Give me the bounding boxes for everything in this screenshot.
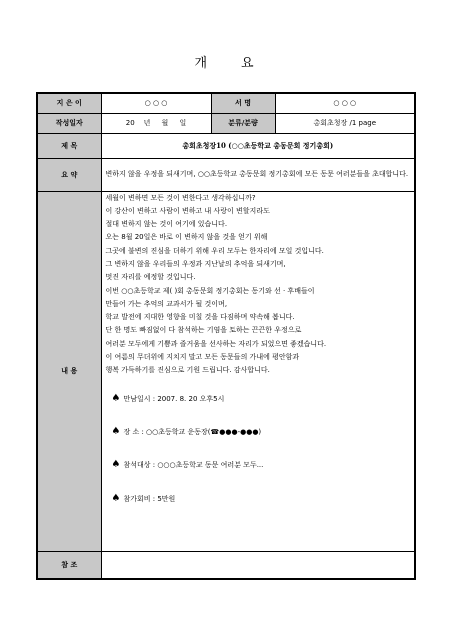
- spade-icon: ♠: [111, 425, 121, 437]
- title-char-1: 개: [194, 56, 209, 71]
- detail-text: 장 소 : ○○초등학교 운동장(☎●●●-●●●): [123, 427, 262, 436]
- content-line: 여러분 모두에게 기쁨과 즐거움을 선사하는 자리가 되었으면 좋겠습니다.: [105, 339, 327, 348]
- author-value: ○ ○ ○: [101, 93, 211, 113]
- content-line: 멋진 자리를 예정할 것입니다.: [105, 273, 196, 282]
- content-line: 행복 가득하기를 진심으로 기원 드립니다. 감사합니다.: [105, 366, 270, 375]
- content-line: 이번 ○○초등학교 제( )회 총동문회 정기총회는 동기와 선 · 후배들이: [105, 286, 315, 295]
- overview-form-table: [36, 92, 416, 580]
- detail-item-attendees: [112, 458, 411, 472]
- row-reference: [37, 551, 415, 579]
- content-body: [101, 191, 415, 551]
- date-value: [101, 113, 211, 133]
- row-summary: [37, 158, 415, 191]
- date-year: 20: [125, 119, 135, 127]
- content-line: 학교 발전에 지대한 영향을 미칠 것을 다짐하며 약속해 봅니다.: [105, 313, 295, 322]
- detail-item-fee: [112, 492, 411, 506]
- content-line: 절대 변하지 않는 것이 여기에 있습니다.: [105, 220, 228, 229]
- content-lines: [106, 192, 411, 378]
- sign-label: 서 명: [211, 93, 275, 113]
- spade-icon: ♠: [111, 492, 121, 504]
- row-author: [37, 93, 415, 113]
- summary-value: 변하지 않을 우정을 되새기며, ○○초등학교 총동문회 정기총회에 모든 동문 여러분들을 초대합니다.: [101, 158, 415, 191]
- content-line: 이 강산이 변하고 사람이 변하고 내 사랑이 변할지라도: [105, 206, 270, 215]
- summary-label: 요 약: [37, 158, 101, 191]
- detail-item-place: [112, 425, 411, 439]
- subject-label: 제 목: [37, 133, 101, 158]
- date-year-unit: 년: [143, 119, 151, 127]
- content-line: 그곳에 불변의 진심을 더하기 위해 우리 모두는 한자리에 모일 것입니다.: [105, 246, 324, 255]
- document-title: [0, 52, 450, 71]
- subject-value: 총회초청장10 (○○초등학교 총동문회 정기총회): [101, 133, 415, 158]
- event-details: [106, 392, 411, 506]
- content-line: 단 한 명도 빠짐없이 다 참석하는 기염을 토하는 끈끈한 우정으로: [105, 326, 302, 335]
- detail-text: 참석대상 : ○○○초등학교 동문 여러분 모두...: [123, 461, 264, 470]
- spade-icon: ♠: [111, 392, 121, 404]
- content-line: 오는 8월 20일은 바로 이 변하지 않을 것을 얻기 위해: [105, 233, 268, 242]
- row-date: [37, 113, 415, 133]
- reference-label: 참 조: [37, 551, 101, 579]
- detail-text: 만남일시 : 2007. 8. 20 오후5시: [123, 394, 225, 403]
- content-line: 만들어 가는 추억의 교과서가 될 것이며,: [105, 299, 228, 308]
- title-char-2: 요: [241, 56, 256, 71]
- category-value: 총회초청장 /1 page: [275, 113, 415, 133]
- row-subject: [37, 133, 415, 158]
- reference-value: [101, 551, 415, 579]
- detail-text: 참가회비 : 5만원: [123, 494, 176, 503]
- content-label: 내 용: [37, 191, 101, 551]
- content-line: 세월이 변하면 모든 것이 변한다고 생각하십니까?: [105, 193, 256, 202]
- date-label: 작성일자: [37, 113, 101, 133]
- content-line: 그 변하지 않을 우리들의 우정과 지난날의 추억을 되새기며,: [105, 259, 286, 268]
- sign-value: ○ ○ ○: [275, 93, 415, 113]
- date-month-unit: 월: [161, 119, 169, 127]
- author-label: 지 은 이: [37, 93, 101, 113]
- content-line: 이 여름의 무더위에 지치지 말고 모든 동문들의 가내에 평안함과: [105, 353, 300, 362]
- spade-icon: ♠: [111, 459, 121, 471]
- detail-item-datetime: [112, 392, 411, 406]
- category-label: 분류/분량: [211, 113, 275, 133]
- date-day-unit: 일: [179, 119, 187, 127]
- row-content: [37, 191, 415, 551]
